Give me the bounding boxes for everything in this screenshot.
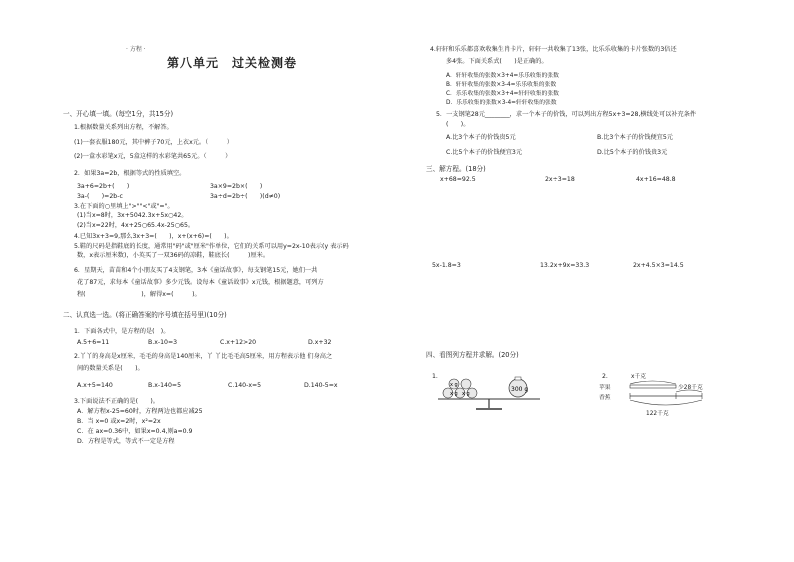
q5-line2: 数，x表示厘米数)，小英买了一双36码的凉鞋，鞋底长( )厘米。 [77,252,270,259]
section-1-heading: 一、开心填一填。(每空1分，共15分) [63,110,174,118]
q3-stem: 3.在下面的○里填上">""<"或"="。 [74,203,174,210]
q2-r2c2: 3a÷d=2b÷( )(d≠0) [210,193,281,200]
c1-stem: 1．下面各式中，是方程的是( )。 [74,328,170,335]
c2-opt-b: B.x-140=5 [148,382,182,389]
pic2-total-label: 122千克 [646,411,669,417]
q2-r2c1: 3a-( )=2b-c [77,193,123,200]
unit-tag: · 方程 · [126,46,146,53]
pic2-less-label: 少28千克 [678,385,703,391]
q6-line2: 花了87元，求每本《童话故事》多少元钱。设每本《童话故事》x元钱，根据题意，可列方 [77,279,324,286]
r5-line2: ( )。 [446,121,470,128]
c3-opt-c: C．在 ax=0.36中，如果x=0.4,则a=0.9 [77,428,193,435]
r5-opt-a: A.比3个本子的价钱贵5元 [446,134,516,141]
c3-opt-d: D．方程是等式，等式不一定是方程 [77,438,175,445]
weight-label: 300 g [511,386,529,393]
section-4-heading: 四、看图列方程并求解。(20分) [426,351,519,359]
q3b: (2)当x=22时，4x+25○65.4x-25○65。 [77,222,195,229]
r5-opt-d: D.比5个本子的价钱贵3元 [597,149,668,156]
r4-opt-a: A．轩轩收集的张数×3+4=乐乐收集的张数 [446,73,559,79]
eq-1: x+68=92.5 [440,176,476,183]
section-2-heading: 二、认真选一选。(将正确答案的序号填在括号里)(10分) [63,311,227,319]
eq-4: 5x-1.8=3 [432,262,461,269]
q4: 4.已知3x+3=9,那么3x+3=( )，x+(x+6)=( )。 [74,233,233,240]
q5-line1: 5.鞋的尺码是指鞋底的长度，通常用"码"或"厘米"作单位，它们的关系可以用y=2x-10表示(y 表示码 [74,243,349,250]
q1-stem: 1.根据数量关系列出方程，不解答。 [74,124,173,131]
eq-2: 2x÷3=18 [545,176,575,183]
c2-opt-d: D.140-5=x [304,382,338,389]
pic2-top-label: x千克 [631,374,647,380]
c2-opt-c: C.140-x=5 [228,382,262,389]
eq-5: 13.2x+9x=33.3 [540,262,590,269]
c3-opt-b: B．当 x=0 或x=2时，x²=2x [77,418,161,425]
c2-opt-a: A.x+5=140 [77,382,113,389]
q1b: (2)一盒水彩笔x元，5盒这样的水彩笔共65元。（ ） [74,153,232,160]
q6-line3: 程( )，解得x=( )。 [77,291,201,298]
c1-opt-c: C.x+12>20 [220,339,257,346]
ball-label-3: x g [450,382,458,388]
q2-r1c2: 3a×9=2b×( ) [210,183,263,190]
page-title: 第八单元 过关检测卷 [167,56,298,70]
eq-6: 2x+4.5×3=14.5 [633,262,684,269]
q3a: (1)当x=8时，3x+5042.3x+5x○42。 [77,212,188,219]
balance-scale-figure [432,368,552,416]
r5-opt-b: B.比3个本子的价钱便宜5元 [597,134,673,141]
c1-opt-a: A.5+6=11 [77,339,110,346]
eq-3: 4x+16=48.8 [636,176,676,183]
pic2-number: 2. [602,373,608,380]
c3-opt-a: A．解方程x-25=60时，方程两边也都应减25 [77,408,203,415]
q2-stem: 2．如果3a=2b，根据等式的性质填空。 [74,170,186,177]
q2-r1c1: 3a+6=2b+( ) [77,183,130,190]
r4-opt-c: C．乐乐收集的张数×3+4=轩轩收集的张数 [446,91,559,97]
c1-opt-b: B.x-10=3 [148,339,178,346]
c2-line1: 2.丫丫的身高是x厘米，毛毛的身高是140厘米，丫 丫比毛毛高5厘米，用方程表示他 们身高之 [74,353,333,360]
r4-opt-d: D．乐乐收集的张数×3-4=轩轩收集的张数 [446,100,557,106]
r4-line2: 多4张。下面关系式( )是正确的。 [446,58,548,65]
ball-label-2: x g [462,391,470,397]
r5-line1: 5．一支钢笔28元________，求一个本子的价钱，可以列出方程5x+3=28,横线处可以补充条件 [436,111,697,118]
pic2-pear-label: 香蕉 [599,395,611,401]
r4-opt-b: B．轩轩收集的张数×3-4=乐乐收集的张数 [446,82,557,88]
c3-stem: 3.下面说法不正确的是( )。 [74,398,159,405]
q1a: (1)一套衣服180元，其中裤子70元，上衣x元。（ ） [74,139,233,146]
r5-opt-c: C.比5个本子的价钱便宜3元 [446,149,523,156]
ball-label-1: x g [450,391,458,397]
section-3-heading: 三、解方程。(18分) [426,165,486,173]
r4-line1: 4.轩轩和乐乐都喜欢收集生肖卡片，轩轩一共收集了13张，比乐乐收集的卡片张数的3倍还 [430,46,677,53]
c2-line2: 间的数量关系是( )。 [77,365,144,372]
pic1-number: 1. [432,373,438,380]
q6-line1: 6．星期天，苗苗和4个小朋友买了4支钢笔，3本《童话故事》，每支钢笔15元，她们一共 [74,267,318,274]
segment-diagram [614,376,724,416]
c1-opt-d: D.x+32 [308,339,332,346]
pic2-apple-label: 苹果 [599,385,611,391]
